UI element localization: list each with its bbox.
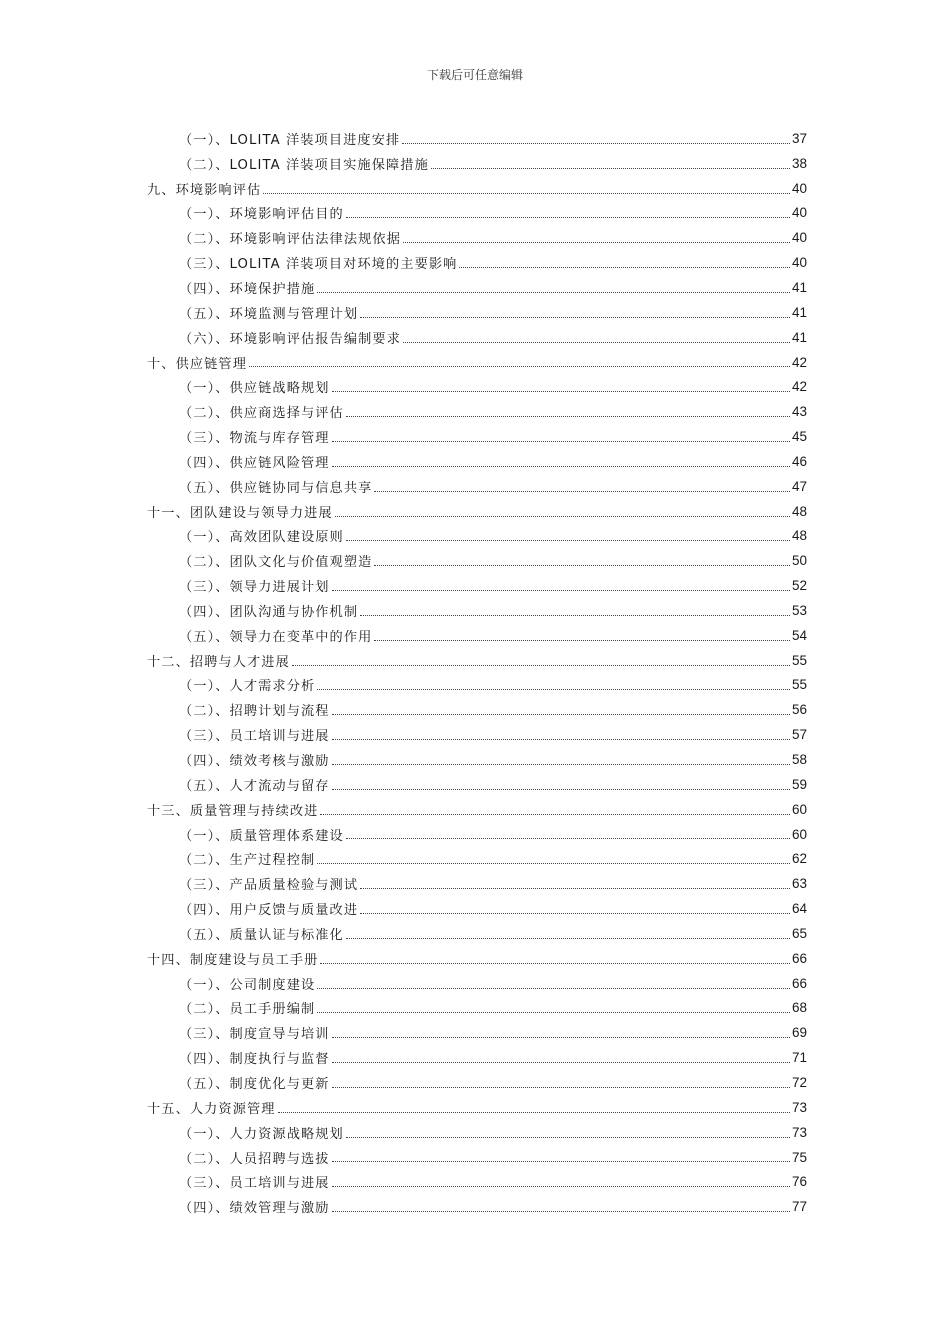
toc-entry-title: （三）、员工培训与进展: [179, 729, 330, 745]
toc-entry-title: （三）、产品质量检验与测试: [179, 878, 359, 894]
toc-entry-page-number: 60: [791, 801, 807, 817]
toc-dot-leader: [332, 738, 790, 740]
toc-entry-title: （一）、公司制度建设: [179, 977, 316, 993]
toc-entry-page-number: 68: [791, 1000, 807, 1016]
toc-entry-title: （五）、质量认证与标准化: [179, 927, 344, 943]
toc-entry-title: （四）、用户反馈与质量改进: [179, 903, 359, 919]
toc-section-entry[interactable]: [147, 996, 807, 1021]
toc-entry-page-number: 52: [791, 578, 807, 594]
toc-entry-title: （一）、LOLITA 洋装项目进度安排: [179, 132, 401, 148]
toc-dot-leader: [332, 589, 790, 591]
toc-dot-leader: [346, 415, 790, 417]
toc-dot-leader: [317, 862, 790, 864]
toc-entry-title: （二）、供应商选择与评估: [179, 406, 344, 422]
toc-entry-page-number: 41: [791, 279, 807, 295]
toc-section-entry[interactable]: [147, 971, 807, 996]
toc-entry-title: （五）、领导力在变革中的作用: [179, 629, 373, 645]
toc-dot-leader: [332, 440, 790, 442]
toc-section-entry[interactable]: [147, 225, 807, 250]
toc-chapter-entry[interactable]: [147, 797, 807, 822]
toc-entry-page-number: 73: [791, 1124, 807, 1140]
toc-entry-page-number: 48: [791, 528, 807, 544]
toc-section-entry[interactable]: [147, 1145, 807, 1170]
toc-entry-title: 十五、人力资源管理: [147, 1101, 276, 1117]
toc-section-entry[interactable]: [147, 1045, 807, 1070]
toc-chapter-entry[interactable]: [147, 1095, 807, 1120]
toc-entry-title: （五）、环境监测与管理计划: [179, 306, 359, 322]
toc-entry-page-number: 66: [791, 950, 807, 966]
toc-section-entry[interactable]: [147, 424, 807, 449]
toc-entry-page-number: 57: [791, 727, 807, 743]
toc-entry-page-number: 59: [791, 776, 807, 792]
toc-entry-title: （二）、团队文化与价值观塑造: [179, 555, 373, 571]
toc-entry-page-number: 75: [791, 1149, 807, 1165]
toc-entry-page-number: 41: [791, 329, 807, 345]
toc-dot-leader: [360, 912, 790, 914]
toc-entry-page-number: 60: [791, 826, 807, 842]
toc-entry-title: 十二、招聘与人才进展: [147, 654, 290, 670]
toc-entry-title: 十三、质量管理与持续改进: [147, 803, 319, 819]
toc-entry-page-number: 38: [791, 155, 807, 171]
toc-entry-title: （三）、员工培训与进展: [179, 1176, 330, 1192]
toc-dot-leader: [317, 688, 790, 690]
toc-entry-title: （一）、人力资源战略规划: [179, 1126, 344, 1142]
toc-section-entry[interactable]: [147, 921, 807, 946]
toc-entry-page-number: 45: [791, 429, 807, 445]
toc-section-entry[interactable]: [147, 275, 807, 300]
toc-entry-title: （二）、员工手册编制: [179, 1002, 316, 1018]
toc-entry-title: （三）、制度宣导与培训: [179, 1027, 330, 1043]
toc-section-entry[interactable]: [147, 151, 807, 176]
toc-entry-title: （二）、招聘计划与流程: [179, 704, 330, 720]
toc-entry-title: （四）、供应链风险管理: [179, 455, 330, 471]
toc-section-entry[interactable]: [147, 399, 807, 424]
toc-entry-title: （四）、制度执行与监督: [179, 1052, 330, 1068]
toc-dot-leader: [332, 465, 790, 467]
toc-section-entry[interactable]: [147, 772, 807, 797]
toc-entry-page-number: 56: [791, 702, 807, 718]
toc-entry-title: （三）、LOLITA 洋装项目对环境的主要影响: [179, 257, 458, 273]
toc-section-entry[interactable]: [147, 201, 807, 226]
toc-chapter-entry[interactable]: [147, 176, 807, 201]
toc-dot-leader: [249, 365, 790, 367]
toc-entry-title: （六）、环境影响评估报告编制要求: [179, 331, 401, 347]
toc-entry-title: （二）、LOLITA 洋装项目实施保障措施: [179, 157, 429, 173]
toc-dot-leader: [346, 539, 790, 541]
toc-entry-page-number: 54: [791, 627, 807, 643]
toc-section-entry[interactable]: [147, 1070, 807, 1095]
toc-entry-page-number: 62: [791, 851, 807, 867]
toc-entry-title: （五）、制度优化与更新: [179, 1076, 330, 1092]
toc-section-entry[interactable]: [147, 548, 807, 573]
toc-entry-page-number: 40: [791, 205, 807, 221]
toc-entry-page-number: 71: [791, 1050, 807, 1066]
toc-section-entry[interactable]: [147, 449, 807, 474]
toc-entry-page-number: 41: [791, 304, 807, 320]
toc-section-entry[interactable]: [147, 1169, 807, 1194]
toc-dot-leader: [431, 167, 790, 169]
toc-chapter-entry[interactable]: [147, 350, 807, 375]
toc-entry-page-number: 40: [791, 255, 807, 271]
toc-dot-leader: [332, 1086, 790, 1088]
toc-entry-page-number: 55: [791, 677, 807, 693]
toc-section-entry[interactable]: [147, 524, 807, 549]
toc-section-entry[interactable]: [147, 474, 807, 499]
toc-entry-page-number: 66: [791, 975, 807, 991]
toc-dot-leader: [360, 316, 790, 318]
toc-section-entry[interactable]: [147, 697, 807, 722]
toc-entry-title: （一）、高效团队建设原则: [179, 530, 344, 546]
toc-entry-page-number: 69: [791, 1025, 807, 1041]
toc-section-entry[interactable]: [147, 126, 807, 151]
toc-entry-title: （三）、物流与库存管理: [179, 431, 330, 447]
toc-entry-page-number: 47: [791, 478, 807, 494]
toc-dot-leader: [317, 1011, 790, 1013]
toc-dot-leader: [278, 1111, 790, 1113]
toc-section-entry[interactable]: [147, 1194, 807, 1219]
toc-entry-page-number: 40: [791, 230, 807, 246]
toc-dot-leader: [360, 614, 790, 616]
toc-entry-title: （四）、团队沟通与协作机制: [179, 604, 359, 620]
toc-dot-leader: [374, 564, 790, 566]
toc-section-entry[interactable]: [147, 846, 807, 871]
toc-entry-title: 十四、制度建设与员工手册: [147, 952, 319, 968]
toc-entry-title: （一）、供应链战略规划: [179, 381, 330, 397]
toc-dot-leader: [317, 291, 790, 293]
toc-section-entry[interactable]: [147, 250, 807, 275]
toc-dot-leader: [374, 490, 790, 492]
toc-entry-page-number: 50: [791, 553, 807, 569]
toc-entry-page-number: 63: [791, 876, 807, 892]
toc-entry-title: （三）、领导力进展计划: [179, 580, 330, 596]
toc-chapter-entry[interactable]: [147, 946, 807, 971]
toc-chapter-entry[interactable]: [147, 499, 807, 524]
toc-entry-page-number: 42: [791, 354, 807, 370]
toc-section-entry[interactable]: [147, 822, 807, 847]
toc-entry-page-number: 42: [791, 379, 807, 395]
toc-dot-leader: [346, 216, 790, 218]
toc-section-entry[interactable]: [147, 1020, 807, 1045]
toc-entry-page-number: 48: [791, 503, 807, 519]
toc-entry-title: （四）、绩效考核与激励: [179, 754, 330, 770]
toc-entry-page-number: 46: [791, 453, 807, 469]
toc-dot-leader: [346, 837, 790, 839]
toc-dot-leader: [403, 341, 790, 343]
toc-entry-title: （五）、供应链协同与信息共享: [179, 480, 373, 496]
toc-dot-leader: [332, 788, 790, 790]
toc-entry-page-number: 40: [791, 180, 807, 196]
toc-section-entry[interactable]: [147, 871, 807, 896]
toc-section-entry[interactable]: [147, 747, 807, 772]
toc-dot-leader: [332, 1036, 790, 1038]
toc-section-entry[interactable]: [147, 374, 807, 399]
toc-section-entry[interactable]: [147, 673, 807, 698]
toc-section-entry[interactable]: [147, 623, 807, 648]
toc-dot-leader: [263, 192, 790, 194]
toc-section-entry[interactable]: [147, 300, 807, 325]
toc-dot-leader: [332, 1185, 790, 1187]
toc-entry-page-number: 65: [791, 925, 807, 941]
toc-entry-title: （一）、人才需求分析: [179, 679, 316, 695]
toc-entry-title: （二）、环境影响评估法律法规依据: [179, 232, 401, 248]
toc-dot-leader: [459, 266, 790, 268]
toc-entry-title: 十、供应链管理: [147, 356, 248, 372]
toc-section-entry[interactable]: [147, 896, 807, 921]
toc-entry-page-number: 37: [791, 130, 807, 146]
toc-section-entry[interactable]: [147, 598, 807, 623]
toc-dot-leader: [346, 937, 790, 939]
toc-entry-page-number: 58: [791, 752, 807, 768]
page-header-note: 下载后可任意编辑: [426, 68, 523, 82]
toc-dot-leader: [320, 962, 790, 964]
toc-entry-title: （一）、质量管理体系建设: [179, 828, 344, 844]
toc-section-entry[interactable]: [147, 1120, 807, 1145]
toc-dot-leader: [332, 1061, 790, 1063]
toc-entry-page-number: 73: [791, 1099, 807, 1115]
toc-dot-leader: [402, 142, 790, 144]
toc-dot-leader: [292, 664, 790, 666]
toc-entry-title: （四）、绩效管理与激励: [179, 1201, 330, 1217]
toc-dot-leader: [403, 241, 790, 243]
toc-dot-leader: [317, 987, 790, 989]
toc-entry-title: （二）、人员招聘与选拔: [179, 1151, 330, 1167]
toc-chapter-entry[interactable]: [147, 648, 807, 673]
toc-entry-page-number: 53: [791, 602, 807, 618]
toc-entry-title: 九、环境影响评估: [147, 182, 262, 198]
toc-entry-title: 十一、团队建设与领导力进展: [147, 505, 333, 521]
toc-dot-leader: [332, 763, 790, 765]
toc-dot-leader: [346, 1136, 790, 1138]
toc-section-entry[interactable]: [147, 325, 807, 350]
toc-dot-leader: [360, 887, 790, 889]
toc-entry-page-number: 64: [791, 901, 807, 917]
toc-entry-page-number: 43: [791, 404, 807, 420]
toc-entry-page-number: 76: [791, 1174, 807, 1190]
toc-dot-leader: [332, 1160, 790, 1162]
toc-entry-title: （二）、生产过程控制: [179, 853, 316, 869]
toc-entry-title: （一）、环境影响评估目的: [179, 207, 344, 223]
toc-dot-leader: [332, 390, 790, 392]
table-of-contents: [147, 126, 807, 1219]
toc-dot-leader: [374, 639, 790, 641]
toc-entry-page-number: 72: [791, 1074, 807, 1090]
toc-section-entry[interactable]: [147, 573, 807, 598]
toc-dot-leader: [335, 515, 790, 517]
toc-dot-leader: [320, 813, 790, 815]
toc-section-entry[interactable]: [147, 722, 807, 747]
toc-dot-leader: [332, 1210, 790, 1212]
toc-dot-leader: [332, 713, 790, 715]
toc-entry-page-number: 55: [791, 652, 807, 668]
toc-entry-title: （四）、环境保护措施: [179, 281, 316, 297]
toc-entry-title: （五）、人才流动与留存: [179, 778, 330, 794]
toc-entry-page-number: 77: [791, 1199, 807, 1215]
